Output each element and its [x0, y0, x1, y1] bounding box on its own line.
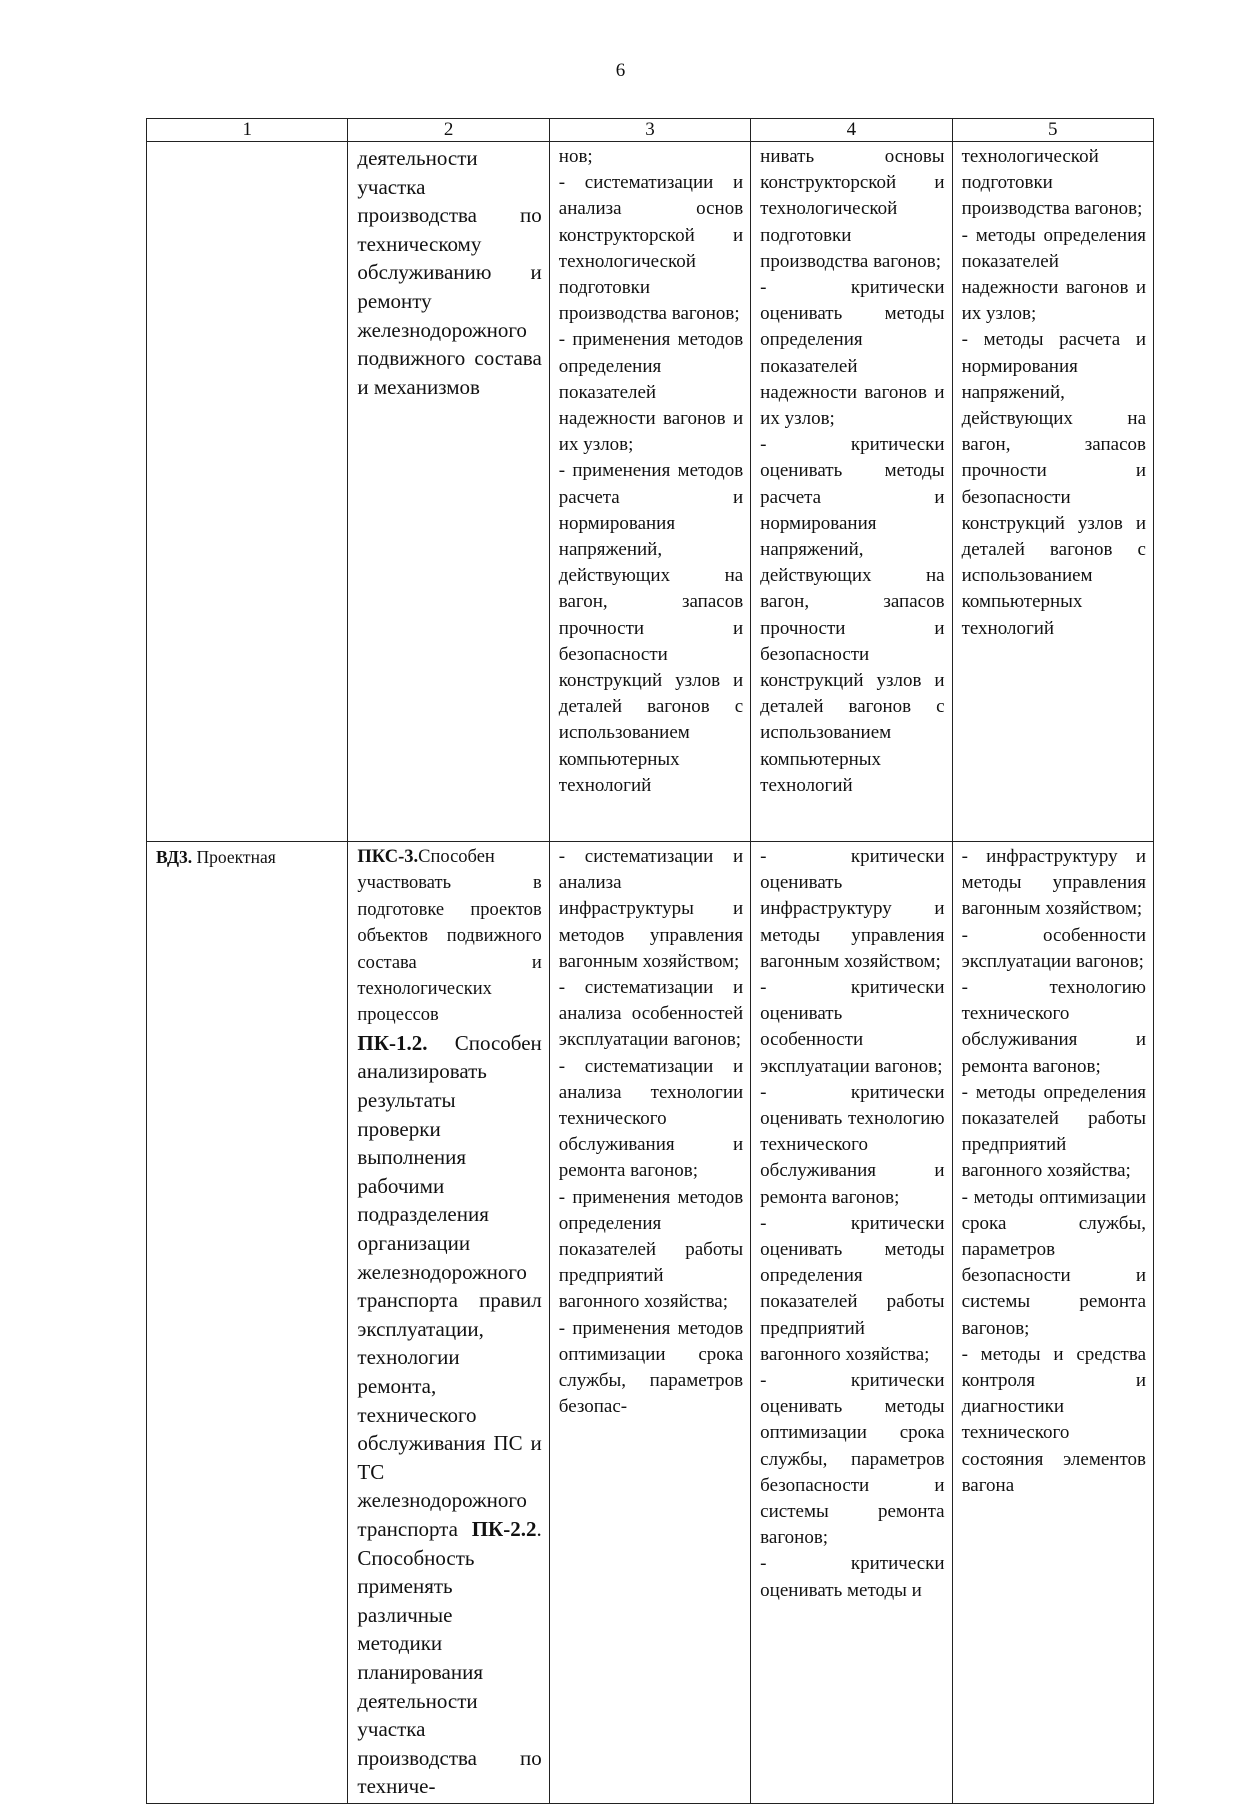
competency-table	[146, 118, 1154, 1804]
header-col-5: 5	[952, 119, 1153, 142]
activity-code: ВД3.	[156, 847, 193, 867]
competency-pks3	[357, 844, 541, 1029]
competency-text-pk22: . Способность применять различные методики планирования деятельности участка производства по техниче-	[357, 1516, 542, 1799]
competency-text-pk12: Способен анализировать результаты проверки выполнения рабочими подразделения организации железнодорожного транспорта правил эксплуатации, технологии ремонта, технического обслуживания ПС и ТС железнодорожного транспорта	[357, 1030, 542, 1541]
table-row	[147, 842, 1154, 1804]
header-col-2: 2	[348, 119, 549, 142]
table-header-row	[147, 119, 1154, 142]
row1-col5: технологической подготовки производства вагонов; - методы определения показателей надежности вагонов и их узлов; - методы расчета и нормирования напряжений, действующих на вагон, запасов прочности и безопасности конструкций узлов и деталей вагонов с использованием компьютерных технологий	[952, 142, 1153, 842]
activity-type: Проектная	[196, 847, 276, 867]
table-row	[147, 142, 1154, 842]
row2-col2	[348, 842, 549, 1804]
header-col-4: 4	[751, 119, 952, 142]
row2-col5: - инфраструктуру и методы управления вагонным хозяйством; - особенности эксплуатации вагонов; - технологию технического обслуживания и ремонта вагонов; - методы определения показателей работы предприятий вагонного хозяйства; - методы оптимизации срока службы, параметров безопасности и системы ремонта вагонов; - методы и средства контроля и диагностики технического состояния элементов вагона	[952, 842, 1153, 1804]
competency-pk12	[357, 1031, 541, 1541]
page-number: 6	[615, 60, 626, 81]
row2-col3: - систематизации и анализа инфраструктуры и методов управления вагонным хозяйством; - систематизации и анализа особенностей эксплуатации вагонов; - систематизации и анализа технологии технического обслуживания и ремонта вагонов; - применения методов определения показателей работы предприятий вагонного хозяйства; - применения методов оптимизации срока службы, параметров безопас-	[549, 842, 750, 1804]
competency-code-pk12: ПК-1.2.	[357, 1030, 428, 1055]
competency-code-pks3: ПКС-3.	[357, 847, 419, 867]
competency-code-pk22: ПК-2.2	[471, 1516, 537, 1541]
header-col-3: 3	[549, 119, 750, 142]
row1-col3: нов; - систематизации и анализа основ конструкторской и технологической подготовки производства вагонов; - применения методов определения показателей надежности вагонов и их узлов; - применения методов расчета и нормирования напряжений, действующих на вагон, запасов прочности и безопасности конструкций узлов и деталей вагонов с использованием компьютерных технологий	[549, 142, 750, 842]
row2-col1	[147, 842, 348, 1804]
row1-col4: нивать основы конструкторской и технологической подготовки производства вагонов; - критически оценивать методы определения показателей надежности вагонов и их узлов; - критически оценивать методы расчета и нормирования напряжений, действующих на вагон, запасов прочности и безопасности конструкций узлов и деталей вагонов с использованием компьютерных технологий	[751, 142, 952, 842]
row1-col1	[147, 142, 348, 842]
competency-text-pks3: Способен участвовать в подготовке проектов объектов подвижного состава и технологических процессов	[357, 847, 542, 1026]
row2-col4: - критически оценивать инфраструктуру и методы управления вагонным хозяйством; - критически оценивать особенности эксплуатации вагонов; - критически оценивать технологию технического обслуживания и ремонта вагонов; - критически оценивать методы определения показателей работы предприятий вагонного хозяйства; - критически оценивать методы оптимизации срока службы, параметров безопасности и системы ремонта вагонов; - критически оценивать методы и	[751, 842, 952, 1804]
competency-pk22	[357, 1517, 541, 1798]
header-col-1: 1	[147, 119, 348, 142]
row1-col2: деятельности участка производства по техническому обслуживанию и ремонту железнодорожного подвижного состава и механизмов	[348, 142, 549, 842]
